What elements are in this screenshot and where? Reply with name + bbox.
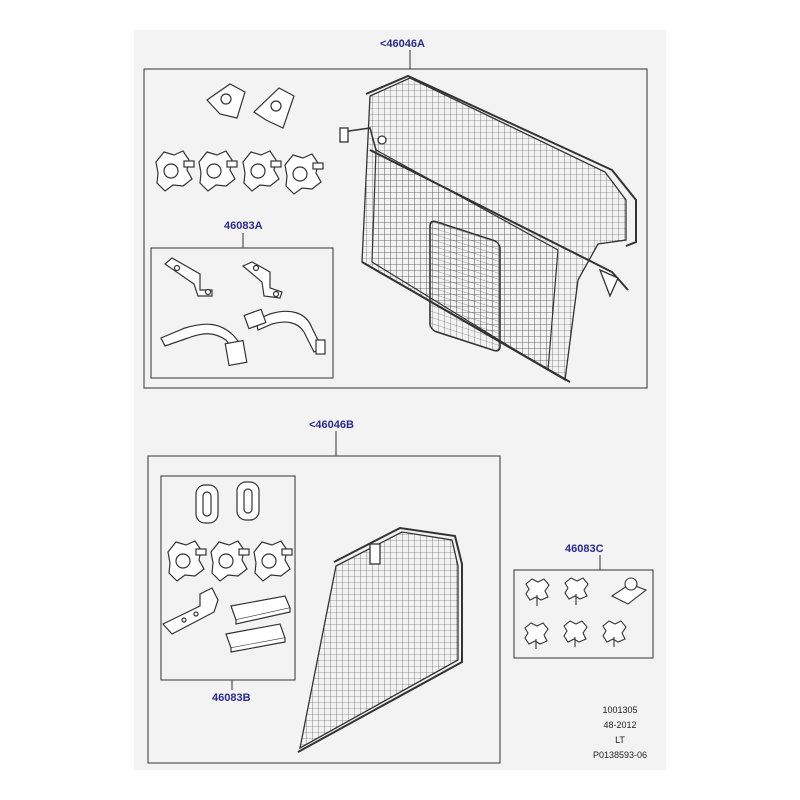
wing-screw-icon (564, 621, 587, 647)
info-line-3: LT (615, 735, 625, 745)
callout-kit-a[interactable]: <46046A (380, 38, 425, 50)
fixings-c-frame (514, 555, 653, 658)
support-arm-icon (244, 309, 325, 354)
callout-kit-a-fixings[interactable]: 46083A (224, 220, 263, 232)
slide-nut-icon (612, 578, 646, 604)
wing-screw-icon (603, 621, 626, 647)
slotted-pad-icon (196, 485, 218, 523)
wing-screw-icon (526, 579, 549, 606)
info-line-4: P0138593-06 (592, 750, 648, 760)
clamp-pad-icon (254, 88, 294, 128)
callout-kit-b-fixings[interactable]: 46083B (212, 692, 251, 704)
kit-b-fixings-frame (161, 476, 295, 690)
clamp-pad-icon (207, 84, 245, 118)
foam-block-icon (226, 624, 285, 652)
cargo-guard-icon (340, 76, 636, 382)
slotted-pad-icon (237, 482, 259, 520)
star-knob-icon (199, 151, 237, 191)
star-knob-icon (254, 541, 292, 581)
support-arm-icon (161, 324, 247, 365)
bracket-icon (165, 258, 212, 296)
bracket-icon (243, 262, 282, 298)
star-knob-icon (243, 151, 281, 191)
star-knob-icon (285, 154, 323, 194)
info-line-2: 48-2012 (603, 720, 637, 730)
wing-screw-icon (525, 623, 548, 649)
l-bracket-icon (163, 588, 218, 634)
wing-screw-icon (565, 578, 588, 605)
callout-fixings-c[interactable]: 46083C (565, 543, 604, 555)
callout-kit-b[interactable]: <46046B (309, 419, 354, 431)
star-knob-icon (211, 541, 249, 581)
foam-block-icon (231, 596, 290, 624)
star-knob-icon (168, 541, 206, 581)
star-knob-icon (156, 151, 194, 191)
mesh-partition-icon (298, 528, 462, 752)
info-line-1: 1001305 (602, 705, 638, 715)
